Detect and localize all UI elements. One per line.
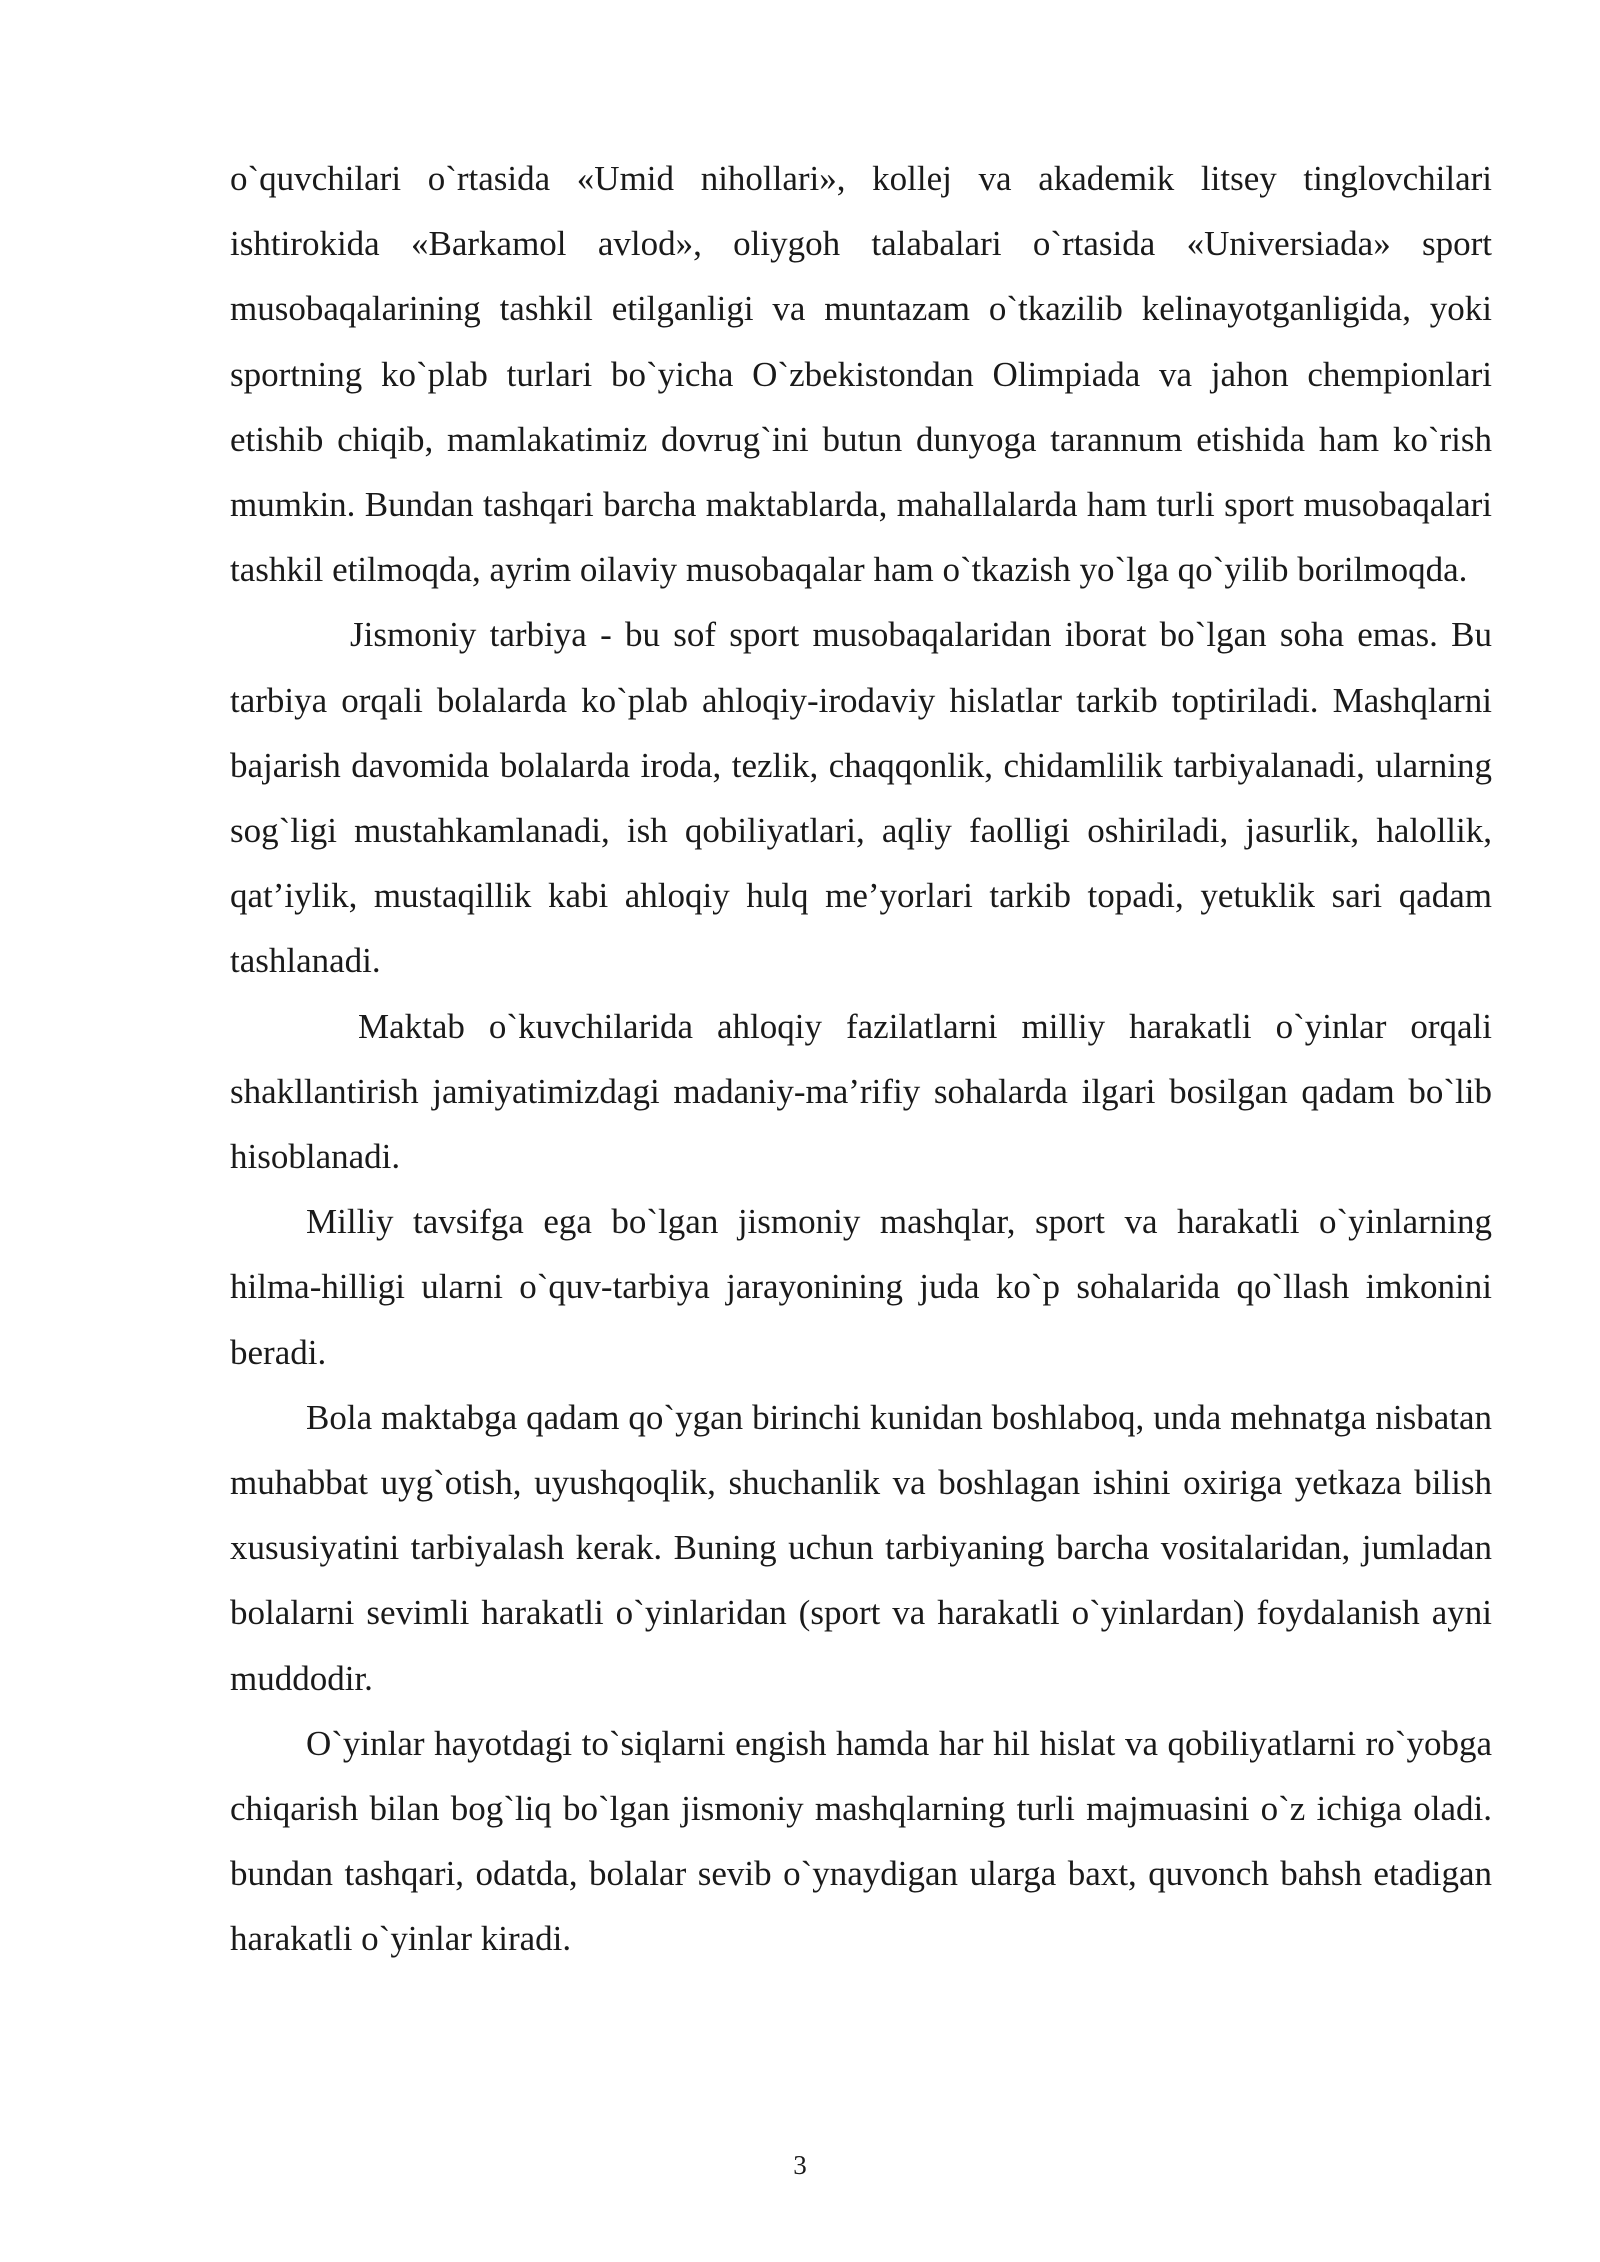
paragraph-1: o`quvchilari o`rtasida «Umid nihollari», kollej va akademik litsey tinglovchilari ishtirokida «Barkamol avlod», oliygoh talabalari o`rtasida «Universiada» sport musobaqalarining tashkil etilganligi va muntazam o`tkazilib kelinayotganligida, yoki sportning ko`plab turlari bo`yicha O`zbekistondan Olimpiada va jahon chempionlari etishib chiqib, mamlakatimiz dovrug`ini butun dunyoga tarannum etishida ham ko`rish mumkin. Bundan tashqari barcha maktablarda, mahallalarda ham turli sport musobaqalari tashkil etilmoqda, ayrim oilaviy musobaqalar ham o`tkazish yo`lga qo`yilib borilmoqda. <box>230 159 1492 590</box>
paragraph-4: Milliy tavsifga ega bo`lgan jismoniy mashqlar, sport va harakatli o`yinlarning hilma-hilligi ularni o`quv-tarbiya jarayonining juda ko`p sohalarida qo`llash imkonini beradi. <box>230 1202 1492 1372</box>
paragraph-3: Maktab o`kuvchilarida ahloqiy fazilatlarni milliy harakatli o`yinlar orqali shakllantirish jamiyatimizdagi madaniy-ma’rifiy sohalarda ilgari bosilgan qadam bo`lib hisoblanadi. <box>230 1006 1492 1177</box>
page-number: 3 <box>793 2150 807 2180</box>
paragraph-2: Jismoniy tarbiya - bu sof sport musobaqalaridan iborat bo`lgan soha emas. Bu tarbiya orqali bolalarda ko`plab ahloqiy-irodaviy hislatlar tarkib toptiriladi. Mashqlarni bajarish davomida bolalarda iroda, tezlik, chaqqonlik, chidamlilik tarbiyalanadi, ularning sog`ligi mustahkamlanadi, ish qobiliyatlari, aqliy faolligi oshiriladi, jasurlik, halollik, qat’iylik, mustaqillik kabi ahloqiy hulq me’yorlari tarkib topadi, yetuklik sari qadam tashlanadi. <box>230 615 1492 981</box>
paragraph-5: Bola maktabga qadam qo`ygan birinchi kunidan boshlaboq, unda mehnatga nisbatan muhabbat uyg`otish, uyushqoqlik, shuchanlik va boshlagan ishini oxiriga yetkaza bilish xususiyatini tarbiyalash kerak. Buning uchun tarbiyaning barcha vositalaridan, jumladan bolalarni sevimli harakatli o`yinlaridan (sport va harakatli o`yinlardan) foydalanish ayni muddodir. <box>230 1397 1492 1698</box>
paragraph-6: O`yinlar hayotdagi to`siqlarni engish hamda har hil hislat va qobiliyatlarni ro`yobga chiqarish bilan bog`liq bo`lgan jismoniy mashqlarning turli majmuasini o`z ichiga oladi. bundan tashqari, odatda, bolalar sevib o`ynaydigan ularga baxt, quvonch bahsh etadigan harakatli o`yinlar kiradi. <box>230 1723 1492 1959</box>
body-text <box>230 146 1492 1972</box>
